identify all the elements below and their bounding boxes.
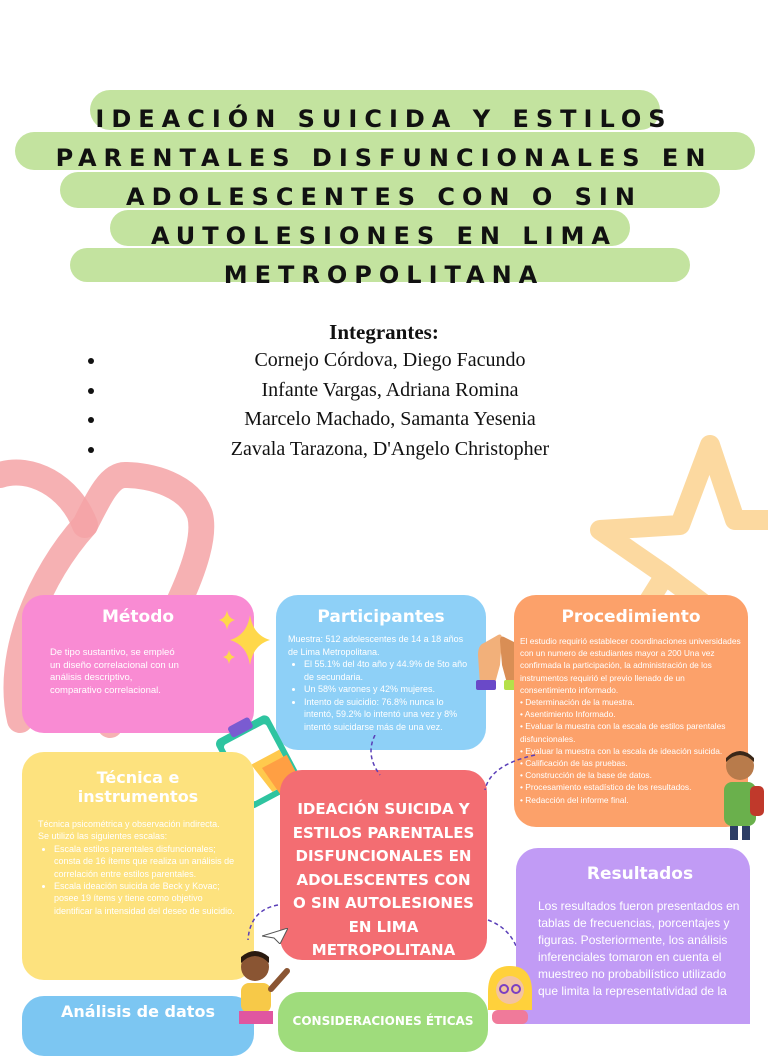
consideraciones-card [278, 992, 488, 1052]
resultados-card [516, 848, 750, 1024]
participantes-body [288, 633, 474, 733]
participantes-item: • Intento de suicidio: 76.8% nunca lo intentó, 59.2% lo intentó una vez y 8% intentó suicidarse más de una vez. [304, 696, 474, 734]
members-list [70, 346, 710, 464]
tecnica-card [22, 752, 254, 980]
tecnica-item: • Escala estilos parentales disfuncionales; consta de 16 ítems que realiza un análisis de correlación entre estilos parentales. [54, 843, 238, 880]
metodo-title: Método [101, 607, 175, 627]
participantes-item: • El 55.1% del 4to año y 44.9% de 5to año de secundaria. [304, 658, 474, 683]
procedimiento-line: • Asentimiento Informado. [520, 709, 616, 720]
poster-title: IDEACIÓN SUICIDA Y ESTILOS PARENTALES DISFUNCIONALES EN ADOLESCENTES CON O SIN AUTOLESIONES EN LIMA METROPOLITANA [55, 105, 713, 289]
resultados-text: Los resultados fueron presentados en tablas de frecuencias, porcentajes y figuras. Posteriormente, los análisis inferenciales tomaron en cuenta el muestreo no probabilístico utilizado que limita la representatividad de la [538, 899, 740, 998]
tecnica-body [38, 818, 238, 917]
member-item: Cornejo Córdova, Diego Facundo [70, 346, 710, 376]
member-item: Zavala Tarazona, D'Angelo Christopher [70, 435, 710, 465]
tecnica-intro: Se utilizó las siguientes escalas: [38, 831, 168, 842]
analisis-title: Análisis de datos [61, 1002, 215, 1021]
procedimiento-line: • Evaluar la muestra con la escala de estilos parentales disfuncionales. [520, 721, 726, 744]
central-title-text: IDEACIÓN SUICIDA Y ESTILOS PARENTALES DISFUNCIONALES EN ADOLESCENTES CON O SIN AUTOLESIONES EN LIMA METROPOLITANA [292, 800, 475, 959]
participantes-title: Participantes [317, 607, 445, 627]
student-character-icon [712, 748, 768, 840]
procedimiento-line: • Evaluar la muestra con la escala de ideación suicida. [520, 745, 723, 756]
procedimiento-title: Procedimiento [561, 607, 701, 627]
participantes-intro: Muestra: 512 adolescentes de 14 a 18 años de Lima Metropolitana. [288, 634, 464, 657]
procedimiento-line: • Calificación de las pruebas. [520, 758, 628, 769]
resultados-title: Resultados [586, 864, 694, 884]
sparkle-icon [215, 610, 275, 670]
consideraciones-title: CONSIDERACIONES ÉTICAS [292, 1014, 474, 1028]
procedimiento-line: • Procesamiento estadístico de los resultados. [520, 782, 692, 793]
tecnica-title: Técnica e instrumentos [77, 768, 199, 806]
tecnica-item: • Escala ideación suicida de Beck y Kovac; posee 19 ítems y tiene como objetivo identificar la intensidad del deseo de suicidio. [54, 880, 238, 917]
waving-girl-character-icon [225, 945, 295, 1024]
title-block [0, 90, 768, 310]
procedimiento-body [520, 635, 742, 806]
procedimiento-line: El estudio requirió establecer coordinaciones universidades con un numero de estudiantes mayor a 200 Una vez confirmada la participación, la administración de los instrumentos requirió el previo llenado de un consentimiento informado. [520, 636, 741, 695]
participantes-item: • Un 58% varones y 42% mujeres. [304, 683, 474, 696]
member-item: Infante Vargas, Adriana Romina [70, 376, 710, 406]
procedimiento-line: • Redacción del informe final. [520, 794, 629, 805]
blonde-girl-character-icon [480, 962, 540, 1024]
procedimiento-line: • Construcción de la base de datos. [520, 770, 652, 781]
analisis-card [22, 996, 254, 1056]
metodo-text: De tipo sustantivo, se empleó un diseño correlacional con un análisis descriptivo, comparativo correlacional. [50, 647, 179, 696]
members-heading: Integrantes: [329, 320, 439, 344]
tecnica-intro: Técnica psicométrica y observación indirecta. [38, 819, 220, 829]
procedimiento-line: • Determinación de la muestra. [520, 697, 635, 708]
paper-plane-icon [262, 928, 288, 944]
member-item: Marcelo Machado, Samanta Yesenia [70, 405, 710, 435]
